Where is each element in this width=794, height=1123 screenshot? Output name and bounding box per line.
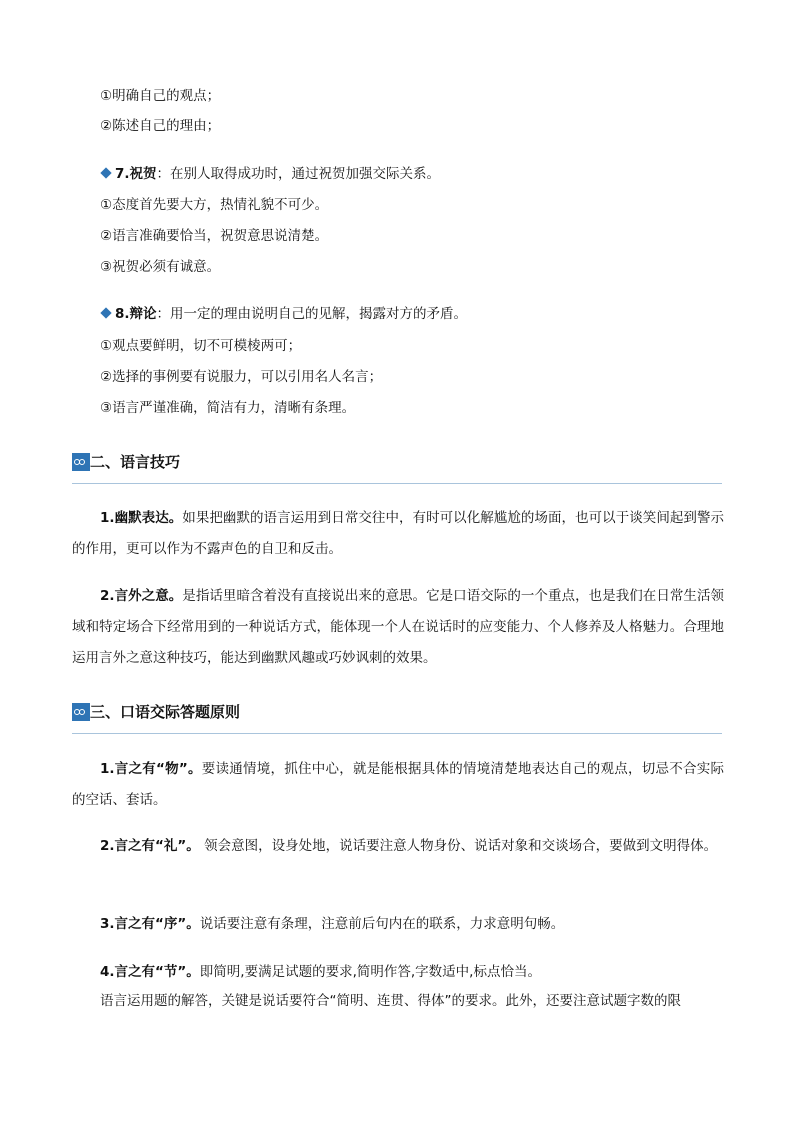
link-icon xyxy=(72,703,90,721)
list-item: ②陈述自己的理由； xyxy=(100,118,221,134)
list-item: ②选择的事例要有说服力，可以引用名人名言； xyxy=(100,369,383,385)
list-item: ②语言准确要恰当，祝贺意思说清楚。 xyxy=(100,228,329,244)
paragraph-label: 3.言之有“序”。 xyxy=(100,916,200,932)
list-item: ③语言严谨准确，简洁有力，清晰有条理。 xyxy=(100,400,356,416)
link-icon xyxy=(72,453,90,471)
paragraph xyxy=(72,503,724,565)
paragraph-label: 1.幽默表达。 xyxy=(100,510,183,526)
paragraph-text: 说话要注意有条理，注意前后句内在的联系，力求意明句畅。 xyxy=(199,916,565,932)
list-item: ①明确自己的观点； xyxy=(100,88,221,104)
paragraph xyxy=(72,957,724,988)
item-8-heading xyxy=(102,304,467,324)
list-item: ③祝贺必须有诚意。 xyxy=(100,259,221,275)
paragraph-text: 要读通情境，抓住中心，就是能根据具体的情境清楚地表达自己的观点，切忌不合实际的空话、套话。 xyxy=(72,761,724,808)
paragraph xyxy=(72,909,724,940)
paragraph-text: 领会意图，设身处地，说话要注意人物身份、说话对象和交谈场合，要做到文明得体。 xyxy=(199,838,718,854)
paragraph-label: 4.言之有“节”。 xyxy=(100,964,200,980)
item-8-label: 8.辩论 xyxy=(115,306,157,322)
diamond-bullet-icon xyxy=(100,167,111,178)
item-7-label: 7.祝贺 xyxy=(115,166,157,182)
diamond-bullet-icon xyxy=(100,307,111,318)
paragraph-closing: 语言运用题的解答，关键是说话要符合“简明、连贯、得体”的要求。此外，还要注意试题字数的限 xyxy=(100,993,681,1009)
section-heading xyxy=(72,703,722,734)
paragraph-text: 即简明,要满足试题的要求,简明作答,字数适中,标点恰当。 xyxy=(199,964,541,980)
paragraph-label: 2.言外之意。 xyxy=(100,588,183,604)
paragraph-text: 如果把幽默的语言运用到日常交往中，有时可以化解尴尬的场面，也可以于谈笑间起到警示的作用，更可以作为不露声色的自卫和反击。 xyxy=(72,510,725,557)
paragraph xyxy=(72,581,724,674)
list-item: ①观点要鲜明，切不可模棱两可； xyxy=(100,338,302,354)
section-heading xyxy=(72,453,722,484)
paragraph-label: 1.言之有“物”。 xyxy=(100,761,202,777)
list-item: ①态度首先要大方，热情礼貌不可少。 xyxy=(100,197,329,213)
paragraph xyxy=(72,754,724,816)
section-title: 三、口语交际答题原则 xyxy=(90,703,241,721)
item-8-text: ：用一定的理由说明自己的见解，揭露对方的矛盾。 xyxy=(156,306,468,322)
paragraph-text: 是指话里暗含着没有直接说出来的意思。它是口语交际的一个重点，也是我们在日常生活领域和特定场合下经常用到的一种说话方式，能体现一个人在说话时的应变能力、个人修养及人格魅力。合理地运用言外之意这种技巧，能达到幽默风趣或巧妙讽刺的效果。 xyxy=(72,588,725,666)
section-title: 二、语言技巧 xyxy=(90,453,181,471)
paragraph xyxy=(72,831,724,862)
item-7-heading xyxy=(102,164,440,184)
item-7-text: ：在别人取得成功时，通过祝贺加强交际关系。 xyxy=(156,166,441,182)
paragraph-label: 2.言之有“礼”。 xyxy=(100,838,200,854)
